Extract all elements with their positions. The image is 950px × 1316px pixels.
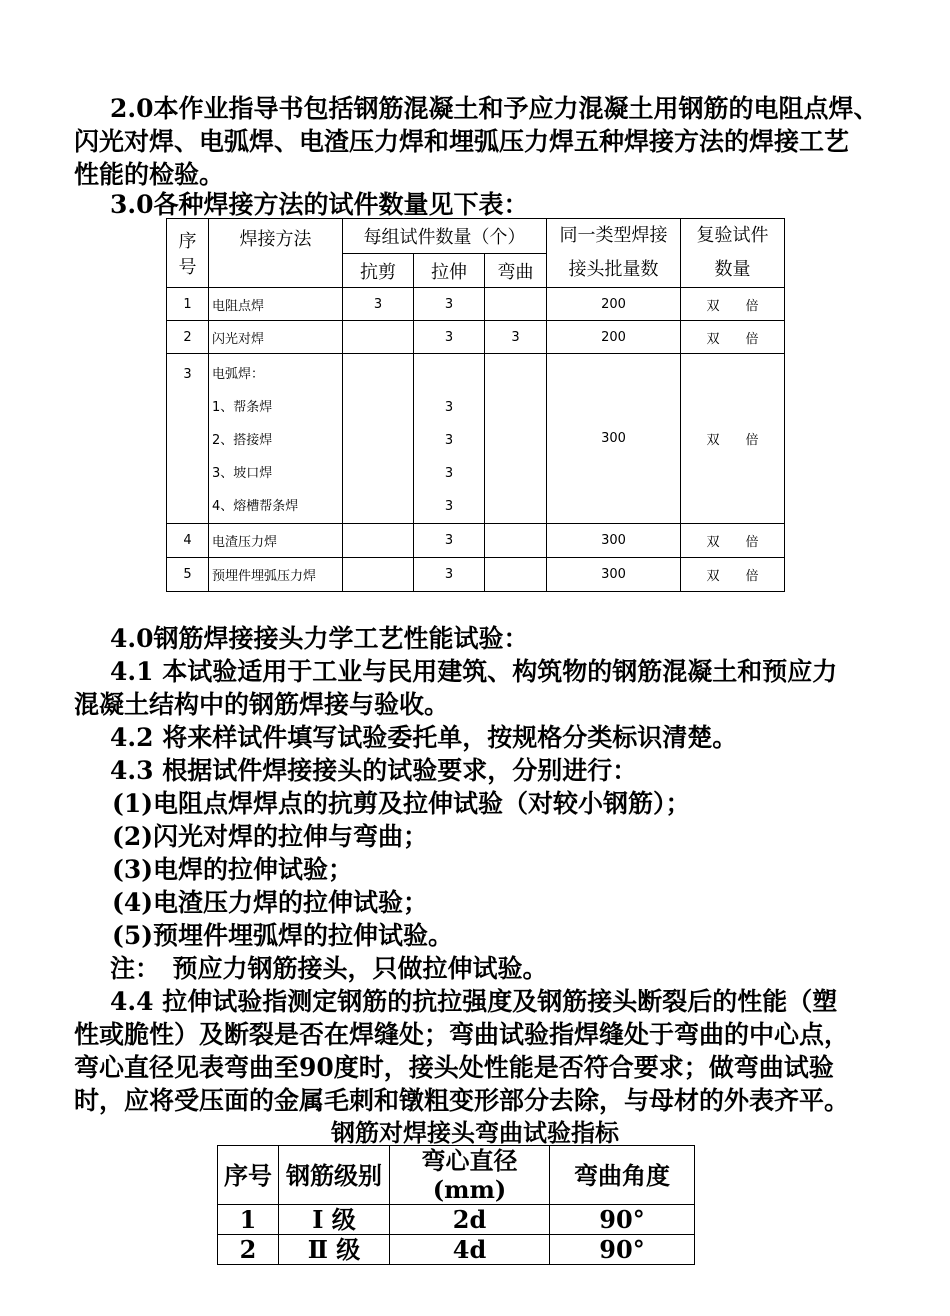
bend-test-table — [217, 1145, 695, 1265]
test-item: (1)电阻点焊焊点的抗剪及拉伸试验（对较小钢筋）； — [112, 789, 691, 818]
header-bend: 弯曲 — [485, 254, 547, 288]
paragraph-4-1-line: 混凝土结构中的钢筋焊接与验收。 — [74, 690, 450, 719]
cell-shear — [343, 354, 414, 524]
header-angle: 弯曲角度 — [550, 1146, 695, 1205]
paragraph-4-4-line: 性或脆性）及断裂是否在焊缝处；弯曲试验指焊缝处于弯曲的中心点， — [74, 1020, 850, 1049]
cell-batch: 200 — [547, 288, 681, 321]
cell-tensile: 3 — [414, 558, 485, 592]
cell-tensile: 3 — [414, 524, 485, 558]
cell-mandrel: 4d — [390, 1235, 550, 1265]
header-mandrel: 弯心直径(mm) — [390, 1146, 550, 1205]
cell-retest: 双 倍 — [681, 288, 785, 321]
paragraph-2 — [74, 92, 894, 191]
cell-grade: Ⅱ 级 — [279, 1235, 390, 1265]
cell-seq: 4 — [167, 524, 209, 558]
header-seq — [167, 219, 209, 288]
table-row — [218, 1235, 695, 1265]
cell-shear — [343, 558, 414, 592]
cell-bend — [485, 558, 547, 592]
header-text: 序 — [178, 231, 197, 252]
cell-batch: 300 — [547, 524, 681, 558]
welding-specimen-table — [166, 218, 785, 592]
cell-retest: 双 倍 — [681, 354, 785, 524]
header-seq: 序号 — [218, 1146, 279, 1205]
header-text: 号 — [178, 257, 197, 278]
note: 注： 预应力钢筋接头，只做拉伸试验。 — [110, 954, 548, 983]
arc-title: 电弧焊： — [212, 367, 265, 382]
table-row — [167, 524, 785, 558]
arc-sub-item: 4、熔槽帮条焊 — [212, 499, 299, 514]
header-tensile: 拉伸 — [414, 254, 485, 288]
header-grade: 钢筋级别 — [279, 1146, 390, 1205]
cell-retest: 双 倍 — [681, 524, 785, 558]
cell-seq: 5 — [167, 558, 209, 592]
cell-retest: 双 倍 — [681, 321, 785, 354]
paragraph-4-4-line: 时，应将受压面的金属毛刺和镦粗变形部分去除，与母材的外表齐平。 — [74, 1086, 850, 1115]
paragraph-4-4-line: 4.4 拉伸试验指测定钢筋的抗拉强度及钢筋接头断裂后的性能（塑 — [110, 987, 838, 1016]
cell-batch: 300 — [547, 558, 681, 592]
paragraph-2-line: 2.0本作业指导书包括钢筋混凝土和予应力混凝土用钢筋的电阻点焊、 — [110, 94, 879, 123]
cell-seq: 1 — [167, 288, 209, 321]
section-4-title: 4.0钢筋焊接接头力学工艺性能试验： — [110, 624, 529, 653]
cell-tensile: 3 — [414, 321, 485, 354]
test-item: (5)预埋件埋弧焊的拉伸试验。 — [112, 921, 454, 950]
header-retest — [681, 219, 785, 288]
paragraph-2-line: 闪光对焊、电弧焊、电渣压力焊和埋弧压力焊五种焊接方法的焊接工艺 — [74, 127, 850, 156]
table-row — [167, 288, 785, 321]
cell-bend — [485, 288, 547, 321]
bend-table-title: 钢筋对焊接头弯曲试验指标 — [331, 1118, 619, 1147]
paragraph-3: 3.0各种焊接方法的试件数量见下表： — [110, 190, 529, 219]
cell-batch: 300 — [547, 354, 681, 524]
paragraph-4-3: 4.3 根据试件焊接接头的试验要求，分别进行： — [110, 756, 638, 785]
arc-tensile-value: 3 — [444, 433, 454, 448]
cell-seq: 2 — [167, 321, 209, 354]
cell-shear — [343, 524, 414, 558]
header-group-count: 每组试件数量（个） — [343, 219, 547, 254]
header-text: 复验试件 — [696, 225, 769, 246]
paragraph-4-1 — [74, 655, 894, 721]
cell-bend: 3 — [485, 321, 547, 354]
header-text: 同一类型焊接 — [559, 225, 668, 246]
paragraph-2-line: 性能的检验。 — [74, 160, 225, 189]
header-text: 数量 — [714, 259, 751, 280]
table-row — [167, 321, 785, 354]
cell-seq: 1 — [218, 1205, 279, 1235]
test-item-list — [112, 787, 932, 952]
paragraph-4-2: 4.2 将来样试件填写试验委托单，按规格分类标识清楚。 — [110, 723, 738, 752]
cell-bend — [485, 354, 547, 524]
cell-bend — [485, 524, 547, 558]
cell-method: 预埋件埋弧压力焊 — [209, 558, 343, 592]
cell-method: 电渣压力焊 — [209, 524, 343, 558]
arc-tensile-value: 3 — [444, 466, 454, 481]
arc-sub-item: 2、搭接焊 — [212, 433, 273, 448]
cell-method-arc — [209, 354, 343, 524]
table-header-row — [218, 1146, 695, 1205]
cell-angle: 90° — [550, 1235, 695, 1265]
cell-angle: 90° — [550, 1205, 695, 1235]
cell-method: 闪光对焊 — [209, 321, 343, 354]
test-item: (4)电渣压力焊的拉伸试验； — [112, 888, 429, 917]
paragraph-4-4 — [74, 985, 894, 1117]
cell-mandrel: 2d — [390, 1205, 550, 1235]
arc-sub-item: 1、帮条焊 — [212, 400, 273, 415]
paragraph-4-4-line: 弯心直径见表弯曲至90度时，接头处性能是否符合要求；做弯曲试验 — [74, 1053, 834, 1082]
arc-sub-item: 3、坡口焊 — [212, 466, 273, 481]
table-row — [167, 558, 785, 592]
cell-retest: 双 倍 — [681, 558, 785, 592]
cell-tensile: 3 — [414, 288, 485, 321]
cell-tensile-arc — [414, 354, 485, 524]
cell-grade: Ⅰ 级 — [279, 1205, 390, 1235]
table-row-arc-welding — [167, 354, 785, 524]
header-batch — [547, 219, 681, 288]
cell-seq: 3 — [167, 354, 209, 524]
header-shear: 抗剪 — [343, 254, 414, 288]
cell-batch: 200 — [547, 321, 681, 354]
test-item: (3)电焊的拉伸试验； — [112, 855, 354, 884]
table-row — [218, 1205, 695, 1235]
cell-method: 电阻点焊 — [209, 288, 343, 321]
header-text: 接头批量数 — [568, 259, 659, 280]
arc-tensile-value: 3 — [444, 499, 454, 514]
paragraph-4-1-line: 4.1 本试验适用于工业与民用建筑、构筑物的钢筋混凝土和预应力 — [110, 657, 838, 686]
header-method: 焊接方法 — [209, 219, 343, 288]
cell-shear: 3 — [343, 288, 414, 321]
cell-shear — [343, 321, 414, 354]
test-item: (2)闪光对焊的拉伸与弯曲； — [112, 822, 429, 851]
cell-seq: 2 — [218, 1235, 279, 1265]
arc-tensile-value: 3 — [444, 400, 454, 415]
